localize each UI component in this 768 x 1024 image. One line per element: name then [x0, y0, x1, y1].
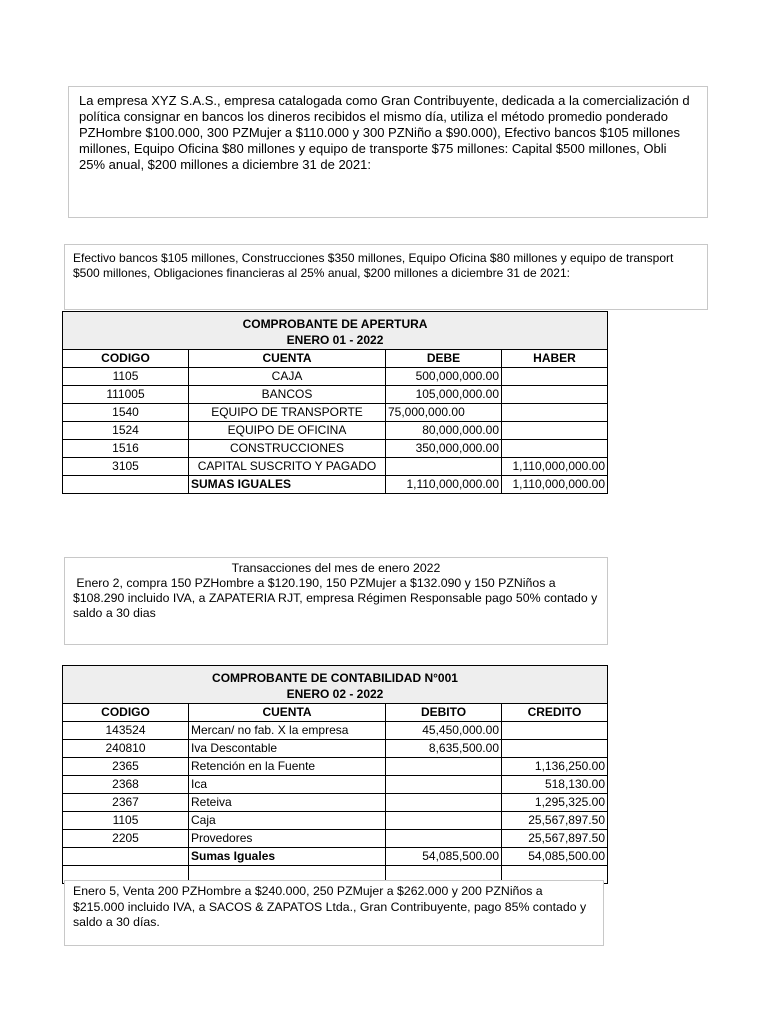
efectivo-line: Efectivo bancos $105 millones, Construcciones $350 millones, Equipo Oficina $80 millones y equipo de transport: [73, 251, 674, 265]
contabilidad-header-credito: CREDITO: [502, 704, 608, 722]
cuenta-cell: EQUIPO DE TRANSPORTE: [189, 404, 386, 422]
table-row: [63, 458, 608, 476]
table-row: [63, 368, 608, 386]
cuenta-cell: Provedores: [189, 830, 386, 848]
debito-cell: 8,635,500.00: [386, 740, 502, 758]
cuenta-cell: Retención en la Fuente: [189, 758, 386, 776]
cuenta-cell: Reteiva: [189, 794, 386, 812]
debito-cell: 45,450,000.00: [386, 722, 502, 740]
apertura-header-codigo: CODIGO: [63, 350, 189, 368]
cuenta-cell: EQUIPO DE OFICINA: [189, 422, 386, 440]
credito-cell: 25,567,897.50: [502, 812, 608, 830]
intro-line: política consignar en bancos los dineros recibidos el mismo día, utiliza el método promedio ponderado: [79, 109, 668, 124]
codigo-cell: [63, 848, 189, 866]
debito-cell: [386, 776, 502, 794]
debe-total: 1,110,000,000.00: [386, 476, 502, 494]
contabilidad-header-cuenta: CUENTA: [189, 704, 386, 722]
apertura-title-cell: [63, 312, 608, 350]
cuenta-cell: BANCOS: [189, 386, 386, 404]
venta-line: saldo a 30 días.: [73, 915, 160, 929]
intro-text-box: [68, 86, 708, 218]
codigo-cell: 1105: [63, 368, 189, 386]
totals-row: [63, 476, 608, 494]
table-row: [63, 404, 608, 422]
totals-row: [63, 848, 608, 866]
efectivo-line: $500 millones, Obligaciones financieras al 25% anual, $200 millones a diciembre 31 de 2021:: [73, 266, 570, 280]
cuenta-cell: CAPITAL SUSCRITO Y PAGADO: [189, 458, 386, 476]
debe-cell: [386, 458, 502, 476]
contabilidad-header-codigo: CODIGO: [63, 704, 189, 722]
codigo-cell: 143524: [63, 722, 189, 740]
credito-total: 54,085,500.00: [502, 848, 608, 866]
debe-cell: 350,000,000.00: [386, 440, 502, 458]
intro-line: millones, Equipo Oficina $80 millones y equipo de transporte $75 millones: Capital $500 millones, Obli: [79, 141, 667, 156]
table-row: [63, 830, 608, 848]
cuenta-cell: Mercan/ no fab. X la empresa: [189, 722, 386, 740]
credito-cell: 1,295,325.00: [502, 794, 608, 812]
haber-total: 1,110,000,000.00: [502, 476, 608, 494]
haber-cell: [502, 440, 608, 458]
table-row: [63, 740, 608, 758]
transacciones-line: Enero 2, compra 150 PZHombre a $120.190, 150 PZMujer a $132.090 y 150 PZNiños a: [73, 576, 556, 590]
cuenta-cell: CAJA: [189, 368, 386, 386]
table-row: [63, 812, 608, 830]
codigo-cell: 1516: [63, 440, 189, 458]
table-row: [63, 386, 608, 404]
venta-line: Enero 5, Venta 200 PZHombre a $240.000, 250 PZMujer a $262.000 y 200 PZNiños a: [73, 884, 543, 898]
codigo-cell: [63, 476, 189, 494]
table-row: [63, 440, 608, 458]
contabilidad-title-cell: [63, 666, 608, 704]
venta-line: $215.000 incluido IVA, a SACOS & ZAPATOS Ltda., Gran Contribuyente, pago 85% contado y: [73, 899, 587, 914]
codigo-cell: 2368: [63, 776, 189, 794]
intro-line: La empresa XYZ S.A.S., empresa catalogada como Gran Contribuyente, dedicada a la comercialización d: [79, 93, 690, 108]
contabilidad-header-debito: DEBITO: [386, 704, 502, 722]
debito-cell: [386, 830, 502, 848]
debito-cell: [386, 758, 502, 776]
credito-cell: 1,136,250.00: [502, 758, 608, 776]
credito-cell: [502, 722, 608, 740]
haber-cell: 1,110,000,000.00: [502, 458, 608, 476]
cuenta-cell: Ica: [189, 776, 386, 794]
apertura-header-haber: HABER: [502, 350, 608, 368]
contabilidad-table: [62, 665, 608, 884]
debito-cell: [386, 812, 502, 830]
transacciones-line: saldo a 30 dias: [73, 606, 156, 620]
contabilidad-subtitle: ENERO 02 - 2022: [286, 686, 384, 701]
cuenta-cell: Caja: [189, 812, 386, 830]
transacciones-line: $108.290 incluido IVA, a ZAPATERIA RJT, empresa Régimen Responsable pago 50% contado y: [73, 591, 598, 605]
codigo-cell: 2367: [63, 794, 189, 812]
debito-total: 54,085,500.00: [386, 848, 502, 866]
debe-cell: 80,000,000.00: [386, 422, 502, 440]
credito-cell: [502, 740, 608, 758]
totals-label: SUMAS IGUALES: [189, 476, 386, 494]
debe-cell: 75,000,000.00: [386, 404, 502, 422]
debito-cell: [386, 794, 502, 812]
intro-line: PZHombre $100.000, 300 PZMujer a $110.000 y 300 PZNiño a $90.000), Efectivo bancos $105 millones: [79, 125, 681, 140]
transacciones-text-box: [64, 557, 608, 645]
venta-text-box: [64, 880, 604, 946]
contabilidad-title: COMPROBANTE DE CONTABILIDAD N°001: [212, 670, 458, 685]
codigo-cell: 1524: [63, 422, 189, 440]
totals-label: Sumas Iguales: [189, 848, 386, 866]
codigo-cell: 2365: [63, 758, 189, 776]
codigo-cell: 111005: [63, 386, 189, 404]
table-row: [63, 722, 608, 740]
debe-cell: 500,000,000.00: [386, 368, 502, 386]
codigo-cell: 2205: [63, 830, 189, 848]
haber-cell: [502, 404, 608, 422]
cuenta-cell: CONSTRUCCIONES: [189, 440, 386, 458]
table-row: [63, 794, 608, 812]
transacciones-title: Transacciones del mes de enero 2022: [231, 561, 441, 575]
apertura-subtitle: ENERO 01 - 2022: [286, 332, 384, 347]
apertura-title: COMPROBANTE DE APERTURA: [242, 316, 428, 331]
codigo-cell: 1105: [63, 812, 189, 830]
haber-cell: [502, 422, 608, 440]
debe-cell: 105,000,000.00: [386, 386, 502, 404]
table-row: [63, 422, 608, 440]
codigo-cell: 240810: [63, 740, 189, 758]
haber-cell: [502, 368, 608, 386]
apertura-header-debe: DEBE: [386, 350, 502, 368]
table-row: [63, 776, 608, 794]
cuenta-cell: Iva Descontable: [189, 740, 386, 758]
apertura-header-cuenta: CUENTA: [189, 350, 386, 368]
intro-line: 25% anual, $200 millones a diciembre 31 de 2021:: [79, 157, 371, 172]
credito-cell: 518,130.00: [502, 776, 608, 794]
apertura-table: [62, 311, 608, 494]
page-right-margin: [708, 0, 768, 1024]
codigo-cell: 3105: [63, 458, 189, 476]
table-row: [63, 758, 608, 776]
efectivo-text-box: [64, 244, 708, 310]
codigo-cell: 1540: [63, 404, 189, 422]
credito-cell: 25,567,897.50: [502, 830, 608, 848]
haber-cell: [502, 386, 608, 404]
